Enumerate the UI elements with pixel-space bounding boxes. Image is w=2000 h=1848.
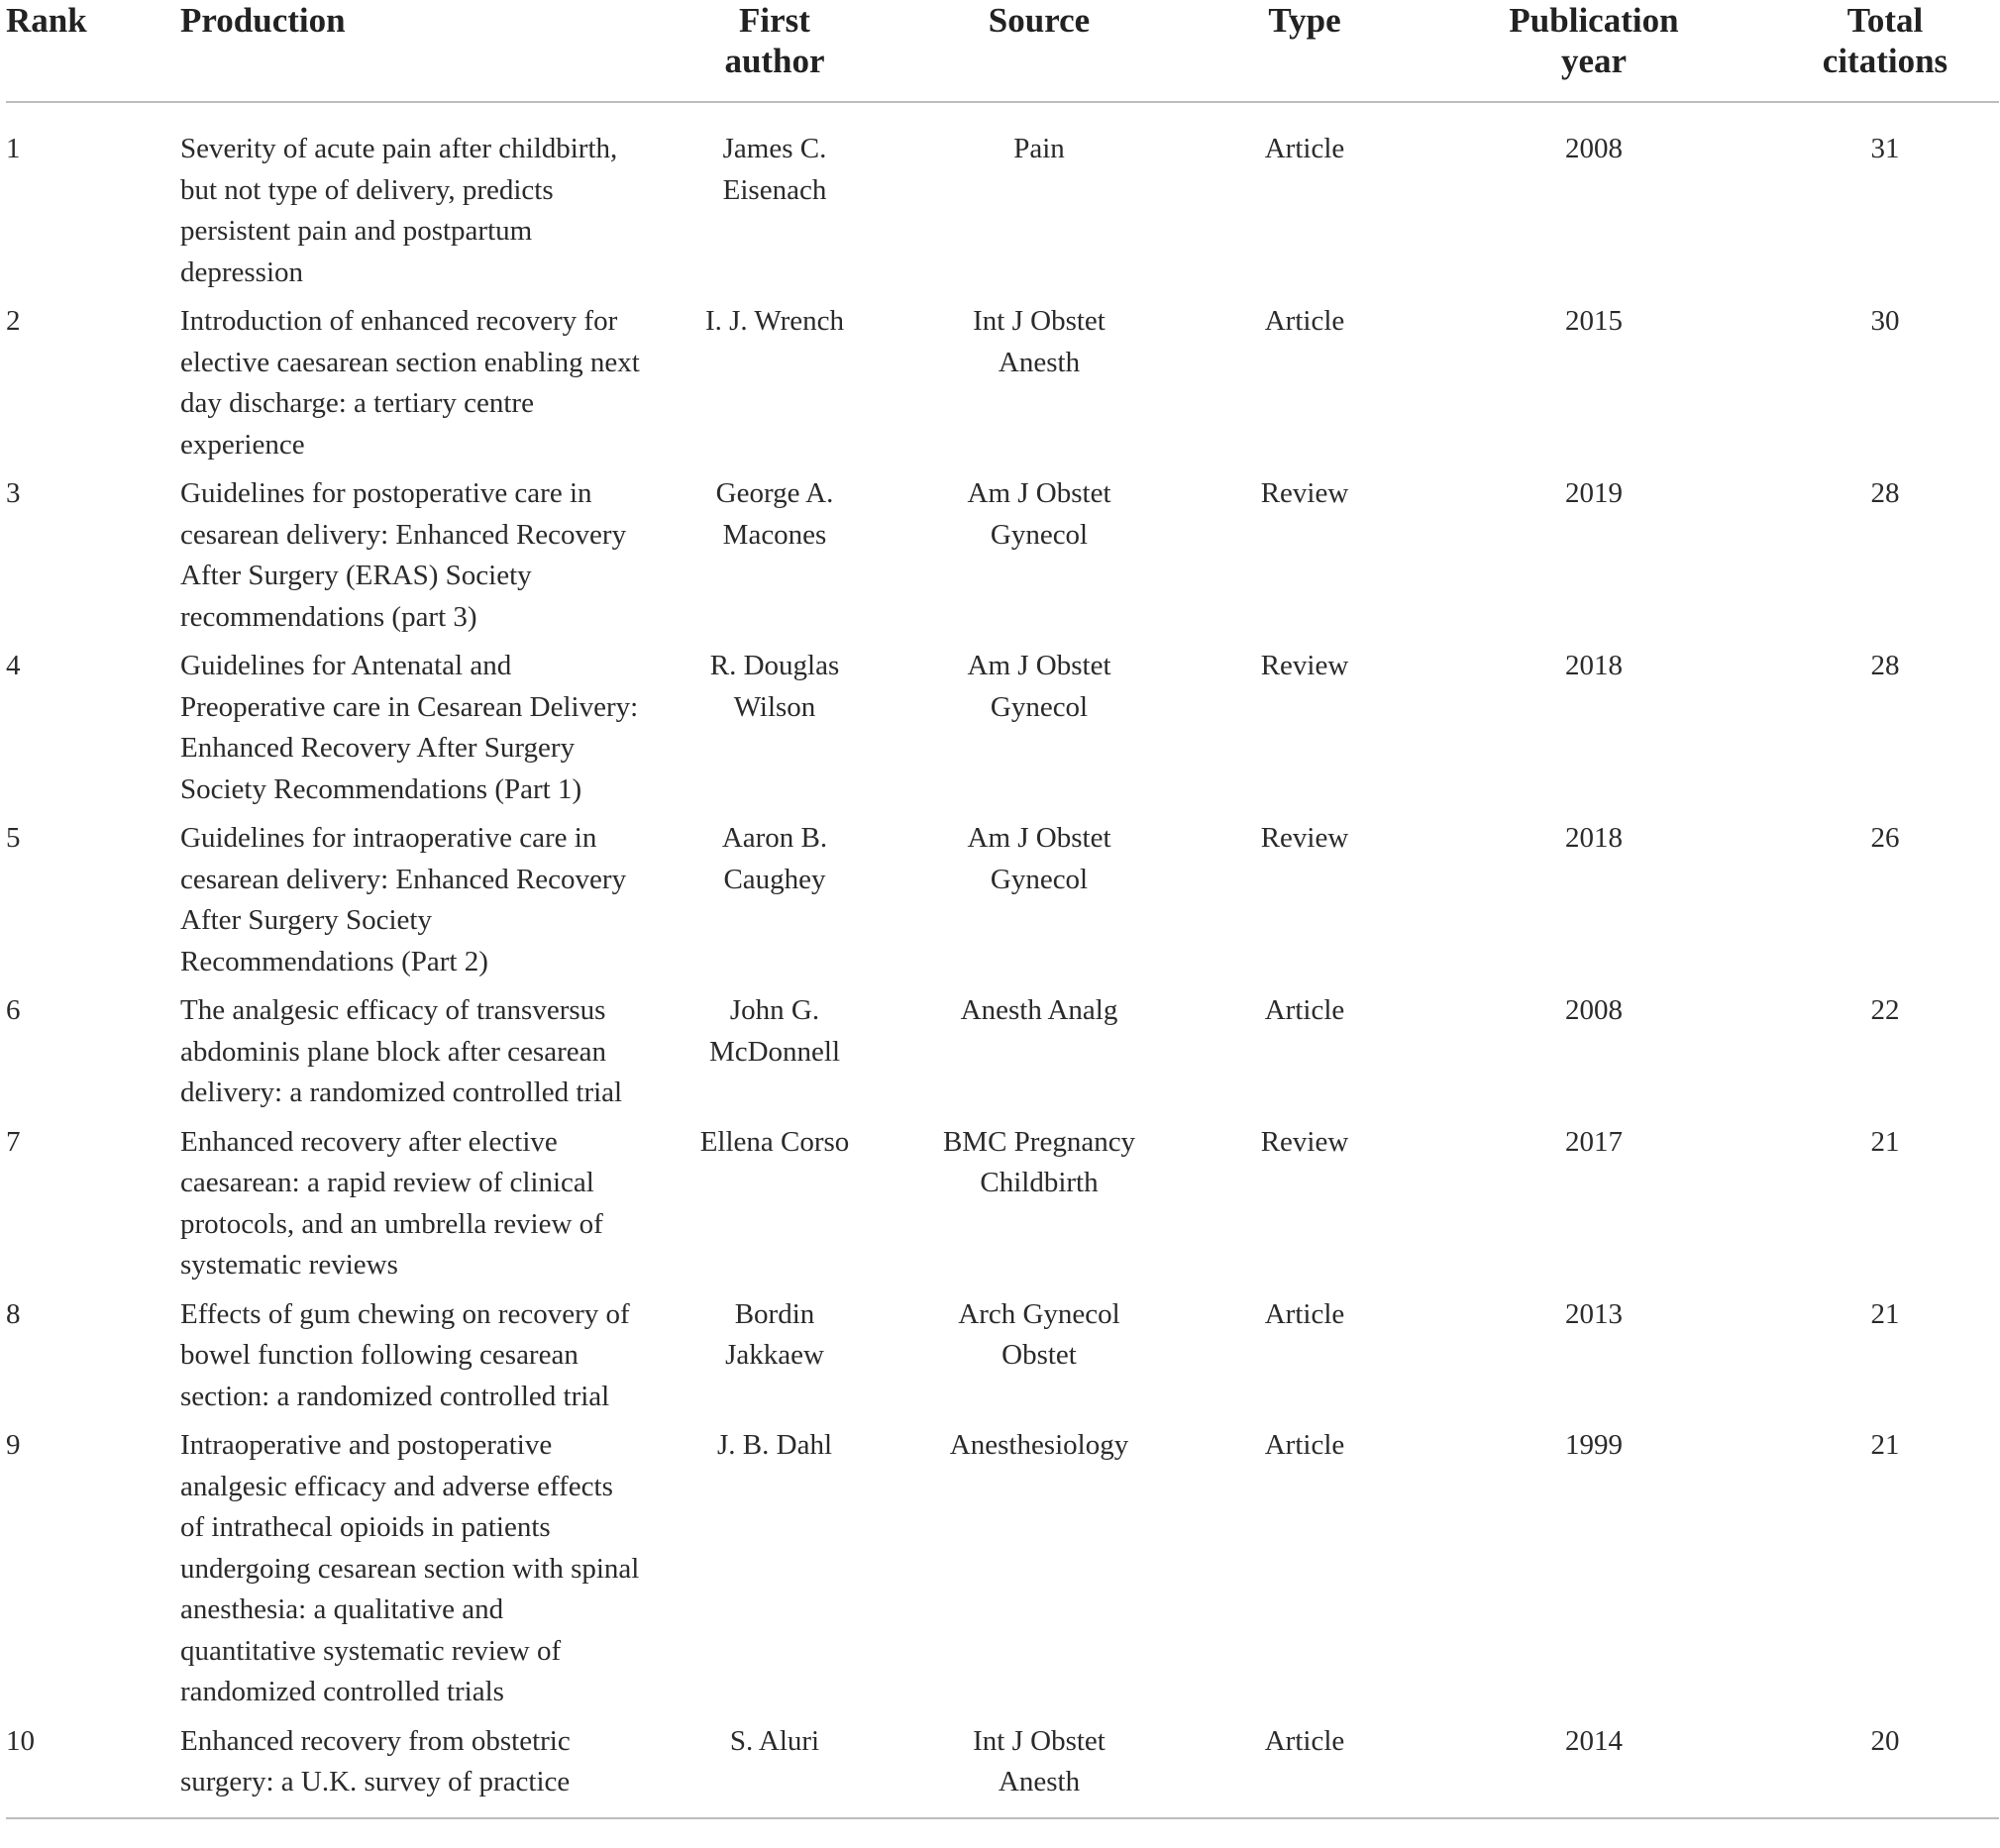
cell-production: The analgesic efficacy of transversus abdominis plane block after cesarean delivery: a randomized controlled trial bbox=[180, 994, 623, 1108]
cell-publication-year: 2008 bbox=[1565, 994, 1623, 1026]
table-row bbox=[6, 818, 1999, 990]
cell-total-citations: 31 bbox=[1870, 133, 1900, 164]
cell-source-line: Arch Gynecol bbox=[958, 1297, 1120, 1330]
cell-first-author-line: Macones bbox=[722, 518, 827, 551]
cell-total-citations: 22 bbox=[1870, 994, 1900, 1026]
cell-source bbox=[886, 1122, 1193, 1294]
header-first-author-line-2: author bbox=[724, 42, 825, 80]
cell-rank: 8 bbox=[6, 1297, 21, 1330]
cell-production: Guidelines for postoperative care in cesarean delivery: Enhanced Recovery After Surgery (ERAS) Society recommendations (part 3) bbox=[180, 477, 627, 633]
cell-first-author-line: J. B. Dahl bbox=[717, 1429, 832, 1461]
cell-production: Guidelines for intraoperative care in cesarean delivery: Enhanced Recovery After Surgery Society Recommendations (Part 2) bbox=[180, 822, 627, 977]
cell-rank: 6 bbox=[6, 994, 21, 1026]
cell-publication-year: 2018 bbox=[1565, 822, 1623, 854]
cell-first-author-line: John G. bbox=[729, 994, 820, 1026]
cell-source-line: Gynecol bbox=[990, 518, 1089, 551]
header-publication-year-line-1: Publication bbox=[1509, 1, 1679, 40]
cell-first-author-line: Aaron B. bbox=[721, 822, 828, 854]
cell-source-line: Am J Obstet bbox=[967, 822, 1111, 854]
cell-source bbox=[886, 1294, 1193, 1426]
cell-production: Effects of gum chewing on recovery of bowel function following cesarean section: a randomized controlled trial bbox=[180, 1297, 630, 1412]
cell-source bbox=[886, 301, 1193, 473]
cell-type: Review bbox=[1260, 477, 1349, 509]
cell-first-author-line: James C. bbox=[722, 133, 827, 164]
cell-publication-year: 2013 bbox=[1565, 1297, 1623, 1330]
cell-rank: 1 bbox=[6, 133, 21, 164]
cell-total-citations: 28 bbox=[1870, 650, 1900, 681]
header-type: Type bbox=[1193, 0, 1417, 102]
cell-publication-year: 2017 bbox=[1565, 1125, 1623, 1158]
cell-first-author bbox=[664, 818, 886, 990]
cell-source-line: Anesthesiology bbox=[949, 1429, 1129, 1461]
citation-table bbox=[6, 0, 1999, 1819]
cell-rank: 5 bbox=[6, 822, 21, 854]
cell-first-author bbox=[664, 1721, 886, 1818]
cell-first-author-line: Ellena Corso bbox=[699, 1125, 850, 1158]
cell-rank: 4 bbox=[6, 650, 21, 681]
table-row bbox=[6, 1122, 1999, 1294]
cell-publication-year: 2008 bbox=[1565, 133, 1623, 164]
cell-rank: 10 bbox=[6, 1721, 180, 1818]
cell-rank: 9 bbox=[6, 1429, 21, 1461]
cell-source bbox=[886, 646, 1193, 818]
cell-first-author-line: Wilson bbox=[733, 690, 816, 723]
cell-publication-year: 2015 bbox=[1565, 305, 1623, 337]
cell-source-line: Anesth Analg bbox=[960, 994, 1118, 1026]
header-first-author-line-1: First bbox=[739, 1, 810, 40]
header-publication-year bbox=[1417, 0, 1771, 102]
cell-first-author bbox=[664, 646, 886, 818]
cell-first-author bbox=[664, 1294, 886, 1426]
header-source: Source bbox=[886, 0, 1193, 102]
cell-total-citations: 28 bbox=[1870, 477, 1900, 509]
cell-first-author-line: I. J. Wrench bbox=[704, 305, 845, 337]
cell-total-citations: 21 bbox=[1870, 1297, 1900, 1330]
cell-first-author bbox=[664, 473, 886, 646]
cell-first-author-line: Bordin bbox=[734, 1297, 815, 1330]
header-rank: Rank bbox=[6, 0, 180, 102]
cell-source-line: Am J Obstet bbox=[967, 650, 1111, 681]
cell-source-line: Childbirth bbox=[980, 1167, 1099, 1198]
cell-source-line: Anesth bbox=[998, 1766, 1081, 1797]
header-total-citations-line-2: citations bbox=[1822, 42, 1948, 80]
table-row bbox=[6, 301, 1999, 473]
cell-first-author bbox=[664, 102, 886, 301]
cell-first-author bbox=[664, 1122, 886, 1294]
table-row bbox=[6, 102, 1999, 301]
table-header bbox=[6, 0, 1999, 102]
cell-type: Article bbox=[1264, 1297, 1345, 1330]
cell-first-author-line: Caughey bbox=[723, 863, 826, 895]
cell-total-citations: 21 bbox=[1870, 1429, 1900, 1461]
cell-publication-year: 1999 bbox=[1565, 1429, 1623, 1461]
cell-source-line: Pain bbox=[1013, 133, 1065, 164]
header-first-author bbox=[664, 0, 886, 102]
cell-source bbox=[886, 473, 1193, 646]
table-row bbox=[6, 1294, 1999, 1426]
cell-first-author-line: George A. bbox=[715, 477, 834, 509]
cell-source-line: Int J Obstet bbox=[973, 1724, 1105, 1757]
cell-source-line: Int J Obstet bbox=[973, 305, 1105, 337]
cell-first-author-line: McDonnell bbox=[708, 1035, 841, 1068]
cell-first-author-line: R. Douglas bbox=[709, 650, 840, 681]
cell-first-author bbox=[664, 990, 886, 1122]
cell-production: Enhanced recovery after elective caesarean: a rapid review of clinical protocols, and an umbrella review of systematic reviews bbox=[180, 1125, 603, 1281]
cell-total-citations: 26 bbox=[1870, 822, 1900, 854]
cell-type: Article bbox=[1264, 305, 1345, 337]
cell-production: Severity of acute pain after childbirth, but not type of delivery, predicts persistent pain and postpartum depression bbox=[180, 133, 618, 288]
cell-source bbox=[886, 990, 1193, 1122]
cell-publication-year: 2014 bbox=[1417, 1721, 1771, 1818]
cell-production: Introduction of enhanced recovery for elective caesarean section enabling next day discharge: a tertiary centre experience bbox=[180, 305, 640, 461]
cell-source-line: Am J Obstet bbox=[967, 477, 1111, 509]
cell-total-citations: 20 bbox=[1771, 1721, 1999, 1818]
cell-source-line: Obstet bbox=[1001, 1339, 1077, 1371]
cell-type: Review bbox=[1260, 650, 1349, 681]
cell-first-author-line: Eisenach bbox=[722, 173, 827, 206]
cell-production: Enhanced recovery from obstetric surgery: a U.K. survey of practice bbox=[180, 1721, 664, 1818]
cell-source bbox=[886, 102, 1193, 301]
citation-table-container bbox=[6, 0, 1999, 1819]
cell-source-line: Anesth bbox=[998, 346, 1081, 378]
cell-source-line: BMC Pregnancy bbox=[942, 1125, 1136, 1158]
cell-first-author-line: S. Aluri bbox=[729, 1724, 820, 1757]
cell-rank: 2 bbox=[6, 305, 21, 337]
cell-rank: 7 bbox=[6, 1125, 21, 1158]
header-total-citations bbox=[1771, 0, 1999, 102]
table-row bbox=[6, 473, 1999, 646]
cell-total-citations: 21 bbox=[1870, 1125, 1900, 1158]
cell-publication-year: 2019 bbox=[1565, 477, 1623, 509]
header-total-citations-line-1: Total bbox=[1846, 1, 1924, 40]
cell-source-line: Gynecol bbox=[990, 863, 1089, 895]
cell-type: Article bbox=[1264, 133, 1345, 164]
cell-first-author-line: Jakkaew bbox=[725, 1339, 824, 1371]
cell-production: Intraoperative and postoperative analgesic efficacy and adverse effects of intrathecal opioids in patients undergoing cesarean section with spinal anesthesia: a qualitative and quantitative systematic review of randomized controlled trials bbox=[180, 1429, 640, 1707]
cell-rank: 3 bbox=[6, 477, 21, 509]
cell-first-author bbox=[664, 1425, 886, 1721]
table-row bbox=[6, 990, 1999, 1122]
cell-type: Article bbox=[1264, 1429, 1345, 1461]
cell-type: Article bbox=[1193, 1721, 1417, 1818]
cell-source bbox=[886, 1721, 1193, 1818]
table-row bbox=[6, 1425, 1999, 1721]
header-row bbox=[6, 0, 1999, 102]
cell-publication-year: 2018 bbox=[1565, 650, 1623, 681]
cell-first-author bbox=[664, 301, 886, 473]
cell-source-line: Gynecol bbox=[990, 690, 1089, 723]
cell-type: Review bbox=[1260, 822, 1349, 854]
table-row bbox=[6, 1721, 1999, 1818]
cell-type: Review bbox=[1260, 1125, 1349, 1158]
table-body bbox=[6, 102, 1999, 1818]
header-publication-year-line-2: year bbox=[1560, 42, 1628, 80]
cell-source bbox=[886, 818, 1193, 990]
header-production: Production bbox=[180, 0, 664, 102]
cell-total-citations: 30 bbox=[1870, 305, 1900, 337]
table-row bbox=[6, 646, 1999, 818]
cell-source bbox=[886, 1425, 1193, 1721]
cell-production: Guidelines for Antenatal and Preoperative care in Cesarean Delivery: Enhanced Recovery After Surgery Society Recommendations (Part 1) bbox=[180, 650, 639, 805]
cell-type: Article bbox=[1264, 994, 1345, 1026]
